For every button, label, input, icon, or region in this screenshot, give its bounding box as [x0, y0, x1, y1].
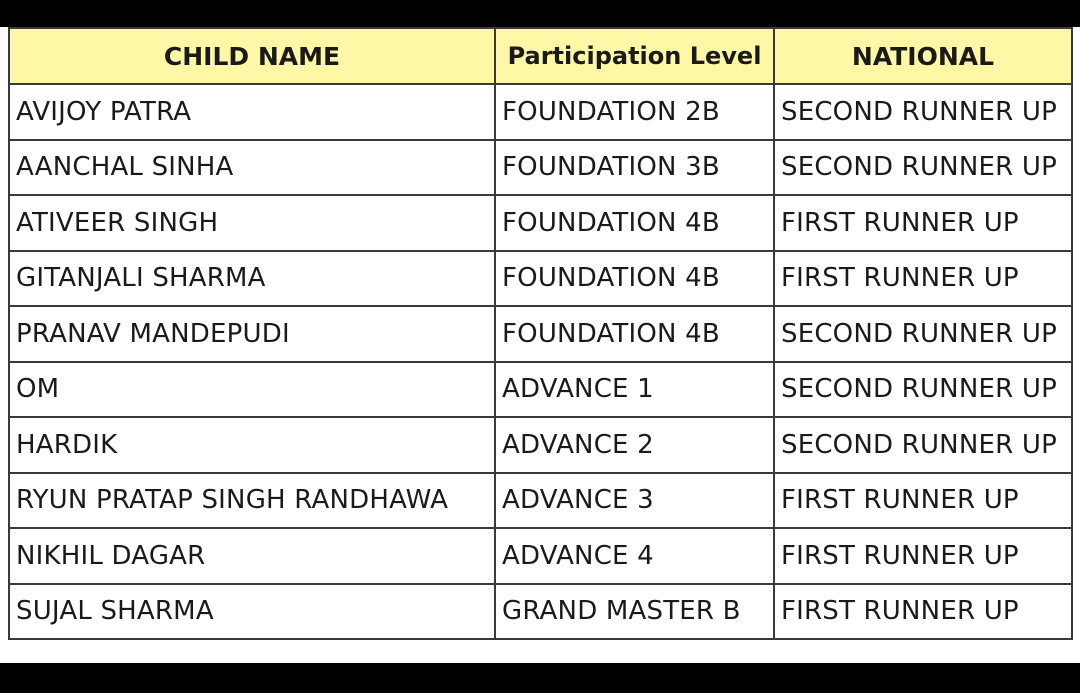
- participation-level-cell[interactable]: ADVANCE 2: [495, 417, 774, 473]
- child-name-cell[interactable]: AVIJOY PATRA: [9, 84, 495, 140]
- header-row: [9, 28, 1072, 84]
- participation-level-cell[interactable]: ADVANCE 1: [495, 362, 774, 418]
- child-name-cell[interactable]: AANCHAL SINHA: [9, 140, 495, 196]
- national-result-cell[interactable]: FIRST RUNNER UP: [774, 528, 1072, 584]
- national-result-cell[interactable]: SECOND RUNNER UP: [774, 306, 1072, 362]
- child-name-cell[interactable]: HARDIK: [9, 417, 495, 473]
- national-result-cell[interactable]: FIRST RUNNER UP: [774, 195, 1072, 251]
- national-result-cell[interactable]: SECOND RUNNER UP: [774, 362, 1072, 418]
- header-national[interactable]: NATIONAL: [774, 28, 1072, 84]
- table-row: [9, 473, 1072, 529]
- bottom-letterbox: [0, 663, 1080, 693]
- participation-level-cell[interactable]: FOUNDATION 2B: [495, 84, 774, 140]
- national-result-cell[interactable]: SECOND RUNNER UP: [774, 84, 1072, 140]
- table-row: [9, 528, 1072, 584]
- child-name-cell[interactable]: SUJAL SHARMA: [9, 584, 495, 640]
- table-row: [9, 84, 1072, 140]
- child-name-cell[interactable]: OM: [9, 362, 495, 418]
- table-row: [9, 251, 1072, 307]
- header-child-name[interactable]: CHILD NAME: [9, 28, 495, 84]
- child-name-cell[interactable]: NIKHIL DAGAR: [9, 528, 495, 584]
- national-result-cell[interactable]: SECOND RUNNER UP: [774, 417, 1072, 473]
- participation-level-cell[interactable]: GRAND MASTER B: [495, 584, 774, 640]
- participation-level-cell[interactable]: FOUNDATION 4B: [495, 251, 774, 307]
- participation-level-cell[interactable]: ADVANCE 4: [495, 528, 774, 584]
- table-row: [9, 306, 1072, 362]
- table-row: [9, 584, 1072, 640]
- results-table: [8, 27, 1073, 640]
- table-row: [9, 195, 1072, 251]
- spreadsheet-view: [0, 27, 1080, 663]
- participation-level-cell[interactable]: FOUNDATION 4B: [495, 195, 774, 251]
- child-name-cell[interactable]: GITANJALI SHARMA: [9, 251, 495, 307]
- participation-level-cell[interactable]: FOUNDATION 3B: [495, 140, 774, 196]
- national-result-cell[interactable]: SECOND RUNNER UP: [774, 140, 1072, 196]
- child-name-cell[interactable]: RYUN PRATAP SINGH RANDHAWA: [9, 473, 495, 529]
- child-name-cell[interactable]: PRANAV MANDEPUDI: [9, 306, 495, 362]
- header-participation-level[interactable]: Participation Level: [495, 28, 774, 84]
- child-name-cell[interactable]: ATIVEER SINGH: [9, 195, 495, 251]
- national-result-cell[interactable]: FIRST RUNNER UP: [774, 584, 1072, 640]
- table-row: [9, 140, 1072, 196]
- national-result-cell[interactable]: FIRST RUNNER UP: [774, 251, 1072, 307]
- participation-level-cell[interactable]: ADVANCE 3: [495, 473, 774, 529]
- national-result-cell[interactable]: FIRST RUNNER UP: [774, 473, 1072, 529]
- participation-level-cell[interactable]: FOUNDATION 4B: [495, 306, 774, 362]
- table-row: [9, 362, 1072, 418]
- table-row: [9, 417, 1072, 473]
